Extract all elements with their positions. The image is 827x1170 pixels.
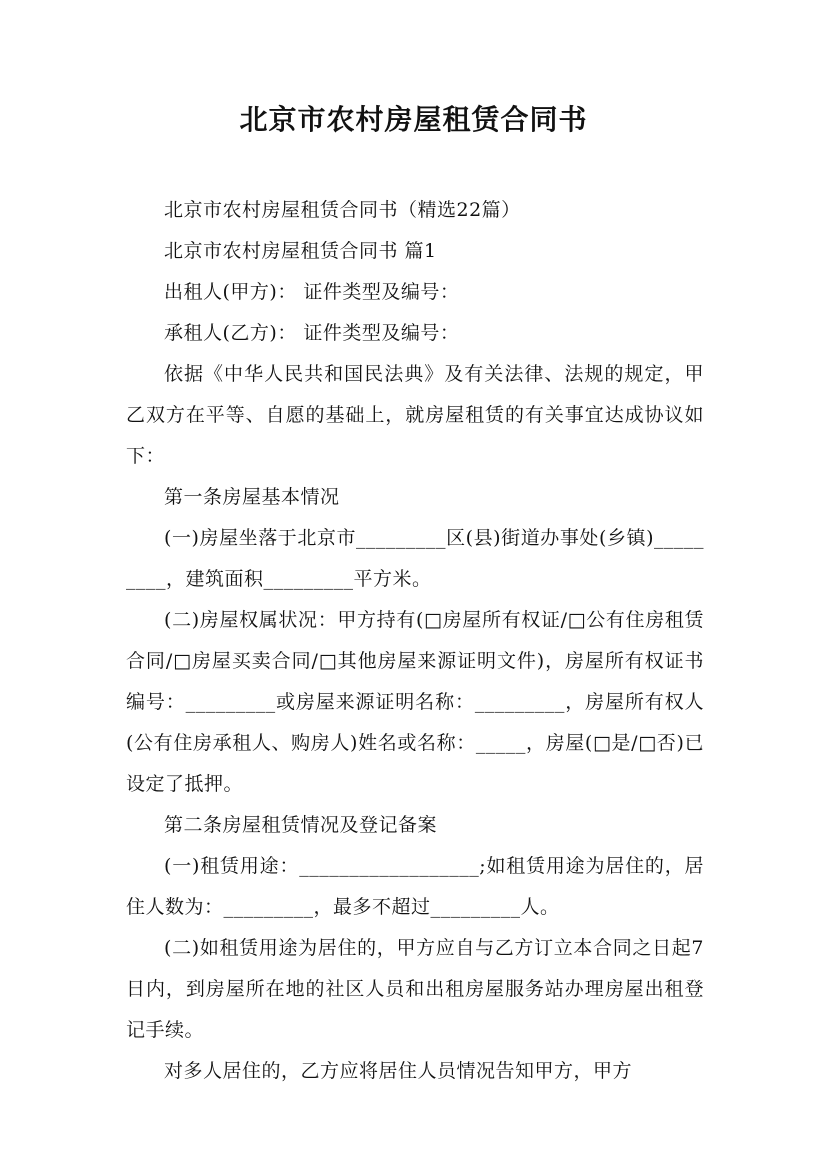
paragraph-part-heading: 北京市农村房屋租赁合同书 篇1: [164, 240, 437, 262]
paragraph-lessee: 承租人(乙方)： 证件类型及编号：: [164, 322, 460, 344]
paragraph-article-1-item-1: (一)房屋坐落于北京市_________区(县)街道办事处(乡镇)_________，建筑面积_________平方米。: [126, 527, 704, 590]
paragraph-subtitle: 北京市农村房屋租赁合同书（精选22篇）: [164, 199, 521, 221]
paragraph-multi-resident: 对多人居住的，乙方应将居住人员情况告知甲方，甲方: [164, 1060, 633, 1082]
paragraph-article-1-heading: 第一条房屋基本情况: [164, 486, 340, 508]
paragraph-lessor: 出租人(甲方)： 证件类型及编号：: [164, 281, 460, 303]
paragraph-article-2-heading: 第二条房屋租赁情况及登记备案: [164, 814, 438, 836]
paragraph-article-2-item-1: (一)租赁用途：__________________;如租赁用途为居住的，居住人数为：_________，最多不超过_________人。: [126, 855, 704, 918]
paragraph-article-2-item-2: (二)如租赁用途为居住的，甲方应自与乙方订立本合同之日起7日内，到房屋所在地的社区人员和出租房屋服务站办理房屋出租登记手续。: [126, 937, 704, 1041]
paragraph-preamble: 依据《中华人民共和国民法典》及有关法律、法规的规定，甲乙双方在平等、自愿的基础上，就房屋租赁的有关事宜达成协议如下：: [126, 363, 704, 467]
document-title: 北京市农村房屋租赁合同书: [239, 103, 588, 136]
document-body: [126, 190, 704, 1092]
paragraph-article-1-item-2: (二)房屋权属状况：甲方持有(□房屋所有权证/□公有住房租赁合同/□房屋买卖合同/□其他房屋来源证明文件)，房屋所有权证书编号：_________或房屋来源证明名称：_________，房屋所有权人(公有住房承租人、购房人)姓名或名称：_____，房屋(□是/□否)已设定了抵押。: [126, 609, 704, 795]
